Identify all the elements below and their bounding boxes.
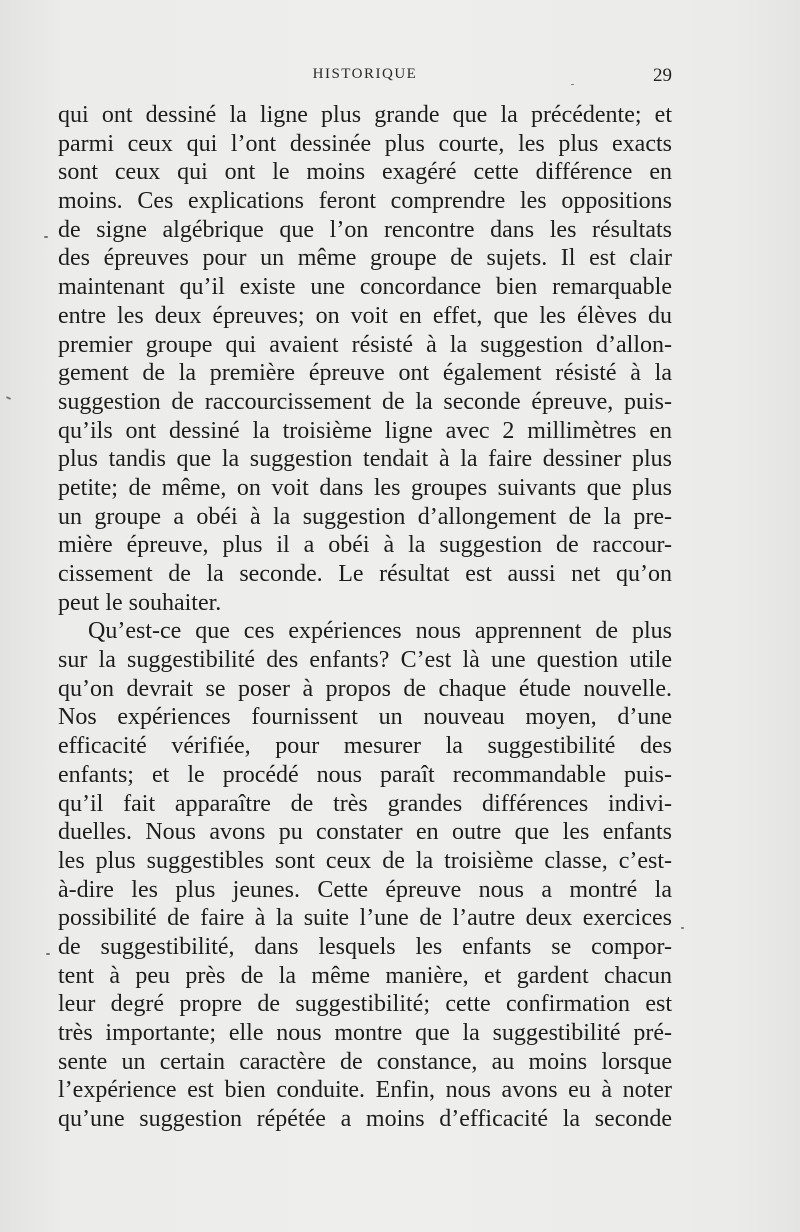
- text-line: Nos expériences fournissent un nouveau moyen, d’une: [58, 704, 672, 731]
- text-line: suggestion de raccourcissement de la seconde épreuve, puis-: [58, 388, 672, 415]
- paragraph-start-line: Qu’est-ce que ces expériences nous apprennent de plus: [88, 618, 672, 645]
- margin-speck: [46, 953, 50, 955]
- text-line: de signe algébrique que l’on rencontre dans les résultats: [58, 216, 672, 243]
- text-line: leur degré propre de suggestibilité; cette confirmation est: [58, 991, 672, 1018]
- text-line: maintenant qu’il existe une concordance bien remarquable: [58, 274, 672, 301]
- text-line: qu’il fait apparaître de très grandes différences indivi-: [58, 790, 672, 817]
- text-line: plus tandis que la suggestion tendait à la faire dessiner plus: [58, 446, 672, 473]
- text-line: sente un certain caractère de constance, au moins lorsque: [58, 1048, 672, 1075]
- margin-speck: [44, 236, 48, 238]
- text-line: qu’une suggestion répétée a moins d’efficacité la seconde: [58, 1106, 672, 1133]
- text-line: à-dire les plus jeunes. Cette épreuve nous a montré la: [58, 876, 672, 903]
- page-number: 29: [653, 65, 672, 86]
- text-line: qu’ils ont dessiné la troisième ligne avec 2 millimètres en: [58, 417, 672, 444]
- text-line: cissement de la seconde. Le résultat est aussi net qu’on: [58, 561, 672, 587]
- text-line: parmi ceux qui l’ont dessinée plus courte, les plus exacts: [58, 130, 672, 157]
- paragraph-end-line: peut le souhaiter.: [58, 589, 222, 616]
- text-line: les plus suggestibles sont ceux de la troisième classe, c’est-: [58, 847, 672, 874]
- text-line: très importante; elle nous montre que la suggestibilité pré-: [58, 1020, 672, 1046]
- margin-speck: [6, 396, 11, 400]
- text-line: efficacité vérifiée, pour mesurer la suggestibilité des: [58, 733, 672, 760]
- text-line: gement de la première épreuve ont également résisté à la: [58, 360, 672, 387]
- text-line: possibilité de faire à la suite l’une de l’autre deux exercices: [58, 905, 672, 932]
- running-title: HISTORIQUE: [312, 66, 418, 82]
- running-head: [58, 66, 672, 90]
- text-line: premier groupe qui avaient résisté à la suggestion d’allon-: [58, 331, 672, 358]
- text-line: mière épreuve, plus il a obéi à la suggestion de raccour-: [58, 532, 672, 559]
- margin-speck: [681, 927, 684, 929]
- margin-speck: [571, 84, 574, 85]
- text-line: tent à peu près de la même manière, et gardent chacun: [58, 962, 672, 989]
- text-line: de suggestibilité, dans lesquels les enfants se compor-: [58, 933, 672, 960]
- body-text: [58, 101, 672, 1134]
- text-line: sur la suggestibilité des enfants? C’est là une question utile: [58, 647, 672, 674]
- text-line: moins. Ces explications feront comprendre les oppositions: [58, 188, 672, 215]
- text-line: entre les deux épreuves; on voit en effet, que les élèves du: [58, 302, 672, 329]
- text-line: duelles. Nous avons pu constater en outre que les enfants: [58, 819, 672, 846]
- text-line: l’expérience est bien conduite. Enfin, nous avons eu à noter: [58, 1077, 672, 1104]
- text-line: qu’on devrait se poser à propos de chaque étude nouvelle.: [58, 675, 672, 702]
- text-line: des épreuves pour un même groupe de sujets. Il est clair: [58, 245, 672, 272]
- text-line: un groupe a obéi à la suggestion d’allongement de la pre-: [58, 503, 672, 530]
- text-line: sont ceux qui ont le moins exagéré cette différence en: [58, 159, 672, 186]
- text-line: enfants; et le procédé nous paraît recommandable puis-: [58, 761, 672, 788]
- text-line: petite; de même, on voit dans les groupes suivants que plus: [58, 474, 672, 501]
- text-line: qui ont dessiné la ligne plus grande que la précédente; et: [58, 102, 672, 128]
